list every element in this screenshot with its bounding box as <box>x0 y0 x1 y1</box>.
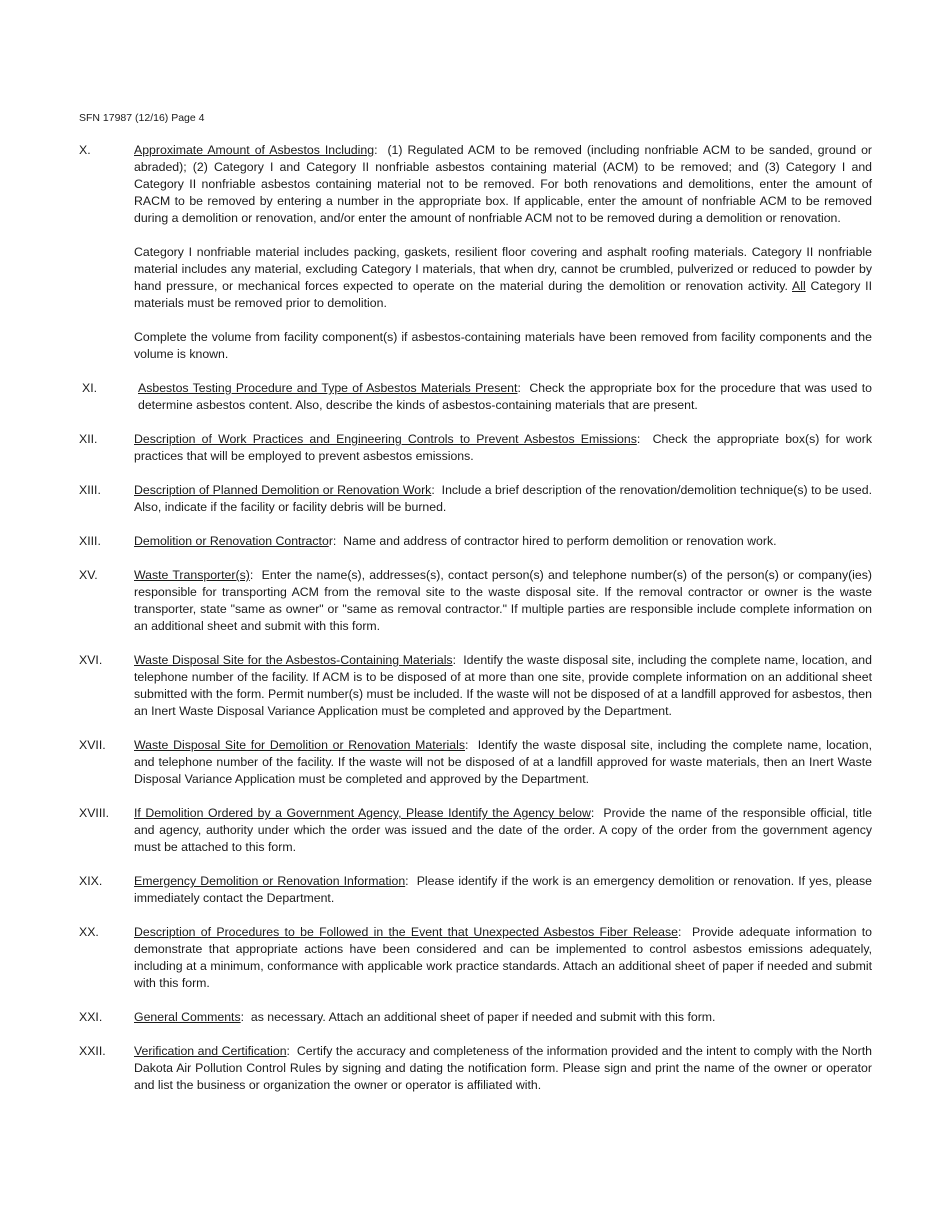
section-xx <box>79 924 872 992</box>
title-separator: : <box>286 1044 297 1058</box>
section-number: XII. <box>79 432 98 446</box>
section-number: XXI. <box>79 1010 103 1024</box>
section-xix <box>79 873 872 907</box>
title-separator: : <box>240 1010 251 1024</box>
section-paragraph <box>134 737 872 788</box>
section-paragraph <box>134 482 872 516</box>
section-xiii <box>79 482 872 516</box>
section-body: Identify the waste disposal site, including the complete name, location, and telephone number of the facility. If ACM is to be disposed of at more than one site, provide complete information on an additional sheet submitted with the form. Permit number(s) must be included. If the waste will not be disposed of at a landfill approved for asbestos, then an Inert Waste Disposal Variance Application must be completed and approved by the Department. <box>134 653 872 718</box>
section-paragraph <box>134 431 872 465</box>
section-title: Asbestos Testing Procedure and Type of Asbestos Materials Present <box>138 381 518 395</box>
section-number: XVI. <box>79 653 103 667</box>
section-xviii <box>79 805 872 856</box>
section-paragraph <box>134 924 872 992</box>
section-x <box>79 142 872 363</box>
section-number: XIII. <box>79 483 101 497</box>
title-separator: : <box>590 806 604 820</box>
section-body: Please identify if the work is an emergency demolition or renovation. If yes, please immediately contact the Department. <box>134 874 872 905</box>
category-text: Category I nonfriable material includes packing, gaskets, resilient floor covering and asphalt roofing materials. Category II nonfriable material includes any material, excluding Category I materials, that when dry, cannot be crumbled, pulverized or reduced to powder by hand pressure, or mechanical forces expected to operate on the material during the demolition or renovation activity. <box>134 245 872 293</box>
section-number: XVIII. <box>79 806 110 820</box>
title-separator: : <box>374 143 388 157</box>
section-number: X. <box>79 143 91 157</box>
title-separator: : <box>249 568 262 582</box>
section-body: Provide the name of the responsible official, title and agency, authority under which the order was issued and the date of the order. A copy of the order from the government agency must be attached to this form. <box>134 806 872 854</box>
section-xi <box>79 380 872 414</box>
page-header: SFN 17987 (12/16) Page 4 <box>79 112 205 124</box>
section-paragraph <box>134 567 872 635</box>
title-separator: : <box>405 874 417 888</box>
section-paragraph <box>134 873 872 907</box>
title-separator: : <box>465 738 478 752</box>
section-body: Check the appropriate box for the procedure that was used to determine asbestos content. Also, describe the kinds of asbestos-containing materials that are present. <box>138 381 872 412</box>
section-xvii <box>79 737 872 788</box>
instructions-list <box>79 142 872 1111</box>
title-separator: : <box>678 925 693 939</box>
section-body: Check the appropriate box(s) for work practices that will be employed to prevent asbestos emissions. <box>134 432 872 463</box>
section-body: Name and address of contractor hired to perform demolition or renovation work. <box>343 534 777 548</box>
section-number: XX. <box>79 925 99 939</box>
section-title: Demolition or Renovation Contracto <box>134 534 329 548</box>
section-number: XXII. <box>79 1044 106 1058</box>
section-xii <box>79 431 872 465</box>
section-paragraph-category <box>134 244 872 312</box>
section-title: If Demolition Ordered by a Government Agency, Please Identify the Agency below <box>134 806 591 820</box>
section-paragraph <box>134 1043 872 1094</box>
section-paragraph <box>134 533 872 550</box>
section-body: (1) Regulated ACM to be removed (including nonfriable ACM to be sanded, ground or abraded); (2) Category I and Category II nonfriable asbestos containing material (ACM) to be removed; and (3) Category I and Category II nonfriable asbestos containing material not to be removed. For both renovations and demolitions, enter the amount of RACM to be removed by entering a number in the appropriate box. If applicable, enter the amount of nonfriable ACM to be removed during a demolition or renovation, and/or enter the amount of nonfriable ACM not to be removed during a demolition or renovation. <box>134 143 872 225</box>
section-paragraph <box>134 1009 872 1026</box>
section-body: Provide adequate information to demonstrate that appropriate actions have been considered and can be implemented to control asbestos emissions adequately, including at a minimum, conformance with applicable work practice standards. Attach an additional sheet of paper if needed and submit with this form. <box>134 925 873 990</box>
section-xxii <box>79 1043 872 1094</box>
title-separator: : <box>636 432 653 446</box>
section-xvi <box>79 652 872 720</box>
category-text-end: Category II materials must be removed prior to demolition. <box>134 279 872 310</box>
title-separator: : <box>431 483 442 497</box>
section-title: Description of Planned Demolition or Renovation Work <box>134 483 432 497</box>
category-emphasis: All <box>792 279 806 293</box>
section-xxi <box>79 1009 872 1026</box>
section-title: Waste Disposal Site for Demolition or Renovation Materials <box>134 738 465 752</box>
section-title: Waste Transporter(s) <box>134 568 250 582</box>
section-body: Identify the waste disposal site, including the complete name, location, and telephone number of the facility. If the waste will not be disposed of at a landfill approved for waste materials, then an Inert Waste Disposal Variance Application must be completed and approved by the Department. <box>134 738 872 786</box>
section-xiii-contractor <box>79 533 872 550</box>
section-title: Verification and Certification <box>134 1044 287 1058</box>
section-number: XVII. <box>79 738 106 752</box>
section-body: Certify the accuracy and completeness of the information provided and the intent to comply with the North Dakota Air Pollution Control Rules by signing and dating the notification form. Please sign and print the name of the owner or operator and list the business or organization the owner or operator is affiliated with. <box>134 1044 872 1092</box>
title-separator: : <box>452 653 464 667</box>
title-separator: r: <box>328 534 344 548</box>
section-number: XIX. <box>79 874 103 888</box>
section-number: XIII. <box>79 534 101 548</box>
section-paragraph <box>138 380 872 414</box>
section-number: XI. <box>82 381 98 395</box>
section-paragraph <box>134 652 872 720</box>
section-title: Waste Disposal Site for the Asbestos-Containing Materials <box>134 653 453 667</box>
section-xv <box>79 567 872 635</box>
section-title: Approximate Amount of Asbestos Including <box>134 143 375 157</box>
section-title: General Comments <box>134 1010 241 1024</box>
section-title: Emergency Demolition or Renovation Information <box>134 874 406 888</box>
section-body: as necessary. Attach an additional sheet of paper if needed and submit with this form. <box>250 1010 716 1024</box>
section-body: Include a brief description of the renovation/demolition technique(s) to be used. Also, indicate if the facility or facility debris will be burned. <box>134 483 872 514</box>
section-number: XV. <box>79 568 98 582</box>
section-paragraph <box>134 142 872 227</box>
section-body: Enter the name(s), addresses(s), contact person(s) and telephone number(s) of the person(s) or company(ies) responsible for transporting ACM from the removal site to the waste disposal site. If the removal contractor or owner is the waste transporter, state "same as owner" or "same as removal contractor." If multiple parties are responsible include complete information on an additional sheet and submit with this form. <box>134 568 872 633</box>
section-title: Description of Procedures to be Followed in the Event that Unexpected Asbestos Fiber Release <box>134 925 678 939</box>
section-title: Description of Work Practices and Engineering Controls to Prevent Asbestos Emissions <box>134 432 637 446</box>
title-separator: : <box>517 381 530 395</box>
section-paragraph <box>134 805 872 856</box>
section-paragraph-volume: Complete the volume from facility component(s) if asbestos-containing materials have been removed from facility components and the volume is known. <box>134 330 872 361</box>
